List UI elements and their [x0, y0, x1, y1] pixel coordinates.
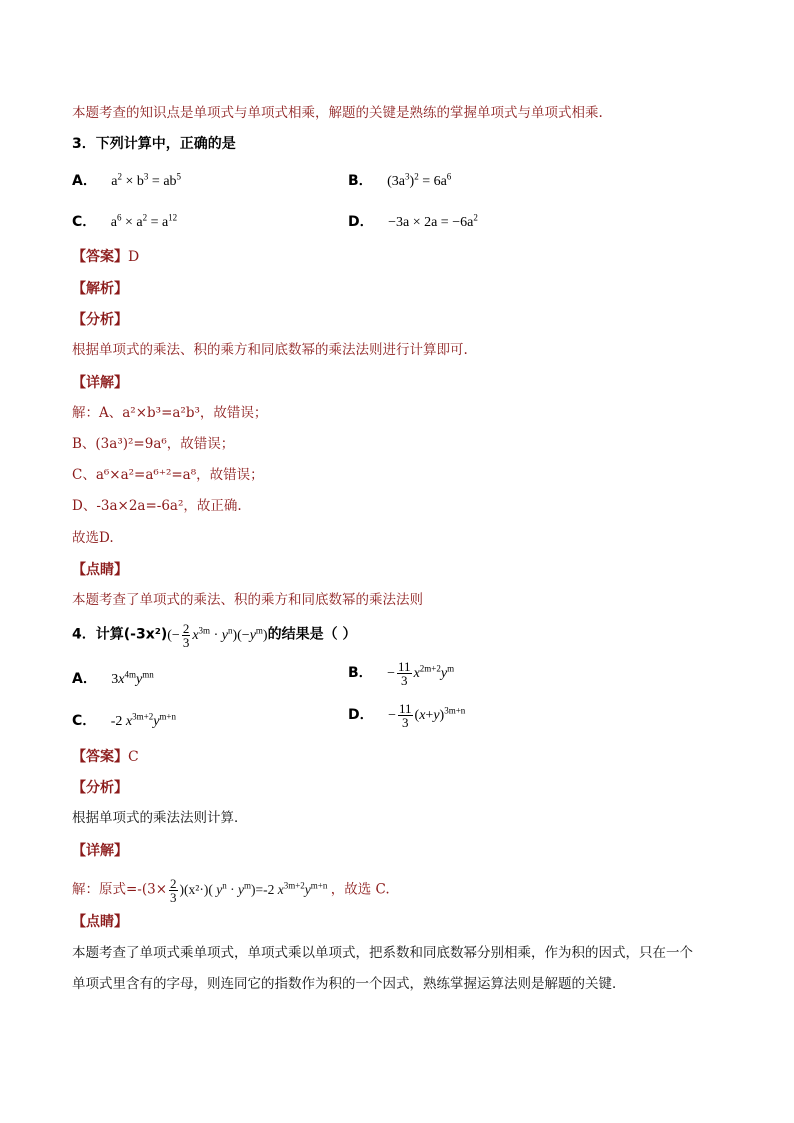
- q3-option-b: [348, 170, 451, 190]
- q4-title-suffix: 的结果是（ ）: [267, 626, 357, 643]
- q4-option-d-label: D．: [348, 706, 374, 723]
- q2-summary-text: 本题考查的知识点是单项式与单项式相乘，解题的关键是熟练的掌握单项式与单项式相乘.: [72, 105, 603, 121]
- q4-detail-line: [72, 868, 390, 907]
- q3-detail-line-2: B、(3a³)²=9a⁶，故错误；: [72, 436, 235, 452]
- q3-option-c-formula: $a^6 \times a^2 = a^{12}$: [110, 212, 178, 230]
- q3-option-d-label: D．: [348, 214, 374, 230]
- q3-option-d: [348, 211, 478, 231]
- q4-dianjing-tag: 【点睛】: [72, 914, 128, 930]
- q4-option-b-formula: − $\frac{11}{3}$ $x^{2m+2}y^m$: [387, 659, 455, 688]
- q4-fenxi-tag: 【分析】: [72, 780, 128, 796]
- q3-analysis-tag: 【解析】: [72, 281, 128, 297]
- q3-fenxi-tag: 【分析】: [72, 312, 128, 328]
- q3-fenxi-text: 根据单项式的乘法、积的乘方和同底数幂的乘法法则进行计算即可.: [72, 342, 468, 358]
- q3-answer-tag: 【答案】: [72, 249, 128, 265]
- q3-detail-line-4: D、-3a×2a=-6a²，故正确.: [72, 498, 242, 514]
- q3-option-c-label: C．: [72, 214, 97, 230]
- q4-option-b-label: B．: [348, 664, 373, 681]
- q4-option-a-formula: $3x^{4m}y^{mn}$: [111, 669, 154, 687]
- q4-detail-tag: 【详解】: [72, 843, 128, 859]
- q3-answer-value: D: [128, 249, 140, 265]
- q4-answer: [72, 746, 139, 766]
- q4-option-a-label: A．: [72, 671, 97, 687]
- q3-option-a-label: A．: [72, 173, 97, 189]
- q3-option-c: [72, 211, 177, 231]
- q3-answer: [72, 246, 139, 266]
- q4-option-c-label: C．: [72, 713, 97, 729]
- q3-dianjing-tag: 【点睛】: [72, 562, 128, 578]
- q4-detail-prefix: 解：原式=-(3×: [72, 881, 168, 898]
- q4-answer-tag: 【答案】: [72, 749, 128, 765]
- q4-option-a: [72, 668, 154, 688]
- q3-option-d-formula: $-3a \times 2a = -6a^2$: [388, 212, 478, 230]
- q3-option-a-formula: $a^2 \times b^3 = ab^5$: [111, 171, 182, 189]
- q3-detail-tag: 【详解】: [72, 375, 128, 391]
- q3-detail-line-3: C、a⁶×a²=a⁶⁺²=a⁸，故错误；: [72, 467, 264, 483]
- q3-option-a: [72, 170, 181, 190]
- q4-title-expression: (− $\frac{2}{3}$ $x^{3m} \cdot y^n)(-y^m)$: [167, 621, 268, 650]
- q3-option-b-label: B．: [348, 173, 373, 189]
- q4-detail-suffix: ，故选 C.: [330, 881, 390, 898]
- q4-option-c: [72, 710, 176, 730]
- q3-detail-line-1: 解：A、a²×b³=a²b³，故错误；: [72, 405, 268, 421]
- q4-option-c-formula: -2 $x^{3m+2}y^{m+n}$: [110, 711, 176, 729]
- q4-title: [72, 622, 356, 649]
- q4-fenxi-text: 根据单项式的乘法法则计算．: [72, 810, 248, 826]
- q4-detail-expression: $\frac{2}{3}$ )(x²·)( $y^n \cdot y^m)=-2$ $x^{3m+2}y^{m+n}$: [170, 875, 328, 905]
- q4-dianjing-line-2: 单项式里含有的字母，则连同它的指数作为积的一个因式，熟练掌握运算法则是解题的关键．: [72, 976, 626, 992]
- q3-option-b-formula: $(3a^3)^2 = 6a^6$: [387, 171, 452, 189]
- q4-title-prefix: 4．计算(-3x²): [72, 626, 168, 643]
- q4-option-b: [348, 660, 454, 687]
- q3-title: 3．下列计算中，正确的是: [72, 136, 236, 152]
- q4-dianjing-line-1: 本题考查了单项式乘单项式，单项式乘以单项式，把系数和同底数幂分别相乘，作为积的因式，只在一个: [72, 945, 693, 961]
- q3-detail-line-5: 故选D.: [72, 530, 114, 546]
- q4-answer-value: C: [128, 749, 139, 765]
- q4-option-d-formula: − $\frac{11}{3}$ $(x+y)^{3m+n}$: [388, 701, 466, 730]
- q4-option-d: [348, 702, 465, 729]
- q3-dianjing-text: 本题考查了单项式的乘法、积的乘方和同底数幂的乘法法则: [72, 592, 423, 608]
